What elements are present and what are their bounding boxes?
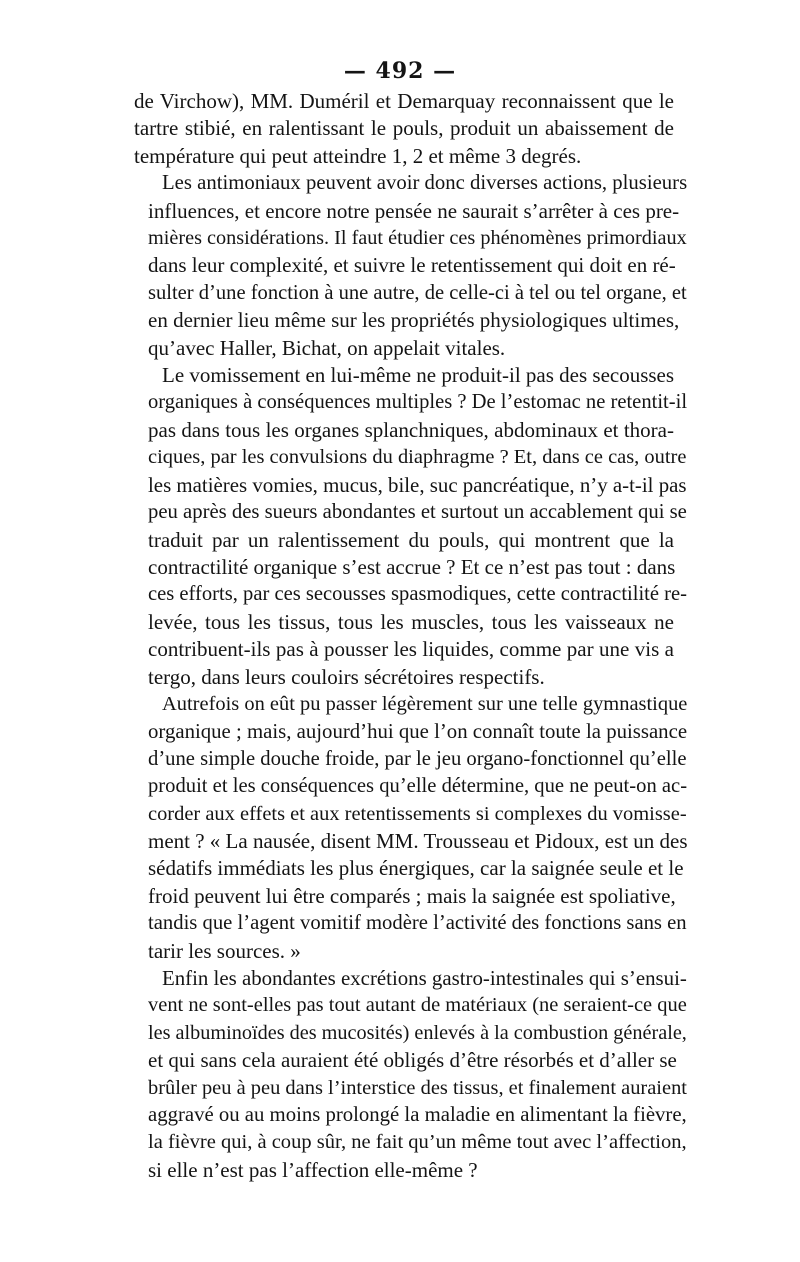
text-line: organique ; mais, aujourd’hui que l’on connaît toute la puissance	[148, 720, 688, 744]
paragraph	[134, 170, 688, 362]
text-line: pas dans tous les organes splanchniques, abdominaux et thora-	[148, 417, 674, 442]
paragraph	[134, 691, 688, 965]
page-number: — 492 —	[343, 58, 457, 84]
paragraph	[134, 965, 687, 1184]
text-line: Autrefois on eût pu passer légèrement sur une telle gymnastique	[162, 692, 688, 715]
text-line: tandis que l’agent vomitif modère l’activité des fonctions sans en	[148, 912, 687, 935]
text-line: sulter d’une fonction à une autre, de celle-ci à tel ou tel organe, et	[148, 281, 687, 304]
text-line: ciques, par les convulsions du diaphragme ? Et, dans ce cas, outre	[148, 446, 687, 469]
text-line: contribuent-ils pas à pousser les liquides, comme par une vis a	[148, 637, 674, 662]
text-line: produit et les conséquences qu’elle détermine, que ne peut-on ac-	[148, 775, 688, 798]
body-text	[134, 88, 688, 1184]
text-line: brûler peu à peu dans l’interstice des tissus, et finalement auraient	[148, 1076, 687, 1099]
text-line: sédatifs immédiats les plus énergiques, car la saignée seule et le	[148, 856, 684, 881]
text-line: tergo, dans leurs couloirs sécrétoires respectifs.	[148, 664, 545, 689]
text-line: traduit par un ralentissement du pouls, qui montrent que la	[148, 527, 674, 552]
text-line: température qui peut atteindre 1, 2 et même 3 degrés.	[134, 143, 582, 168]
paragraph	[134, 88, 674, 170]
text-line: dans leur complexité, et suivre le retentissement qui doit en ré-	[148, 253, 676, 278]
text-line: la fièvre qui, à coup sûr, ne fait qu’un même tout avec l’affection,	[148, 1131, 687, 1154]
text-line: organiques à conséquences multiples ? De l’estomac ne retentit-il	[148, 391, 688, 414]
text-line: ment ? « La nausée, disent MM. Trousseau et Pidoux, est un des	[148, 828, 688, 853]
text-line: vent ne sont-elles pas tout autant de matériaux (ne seraient-ce que	[148, 994, 687, 1017]
text-line: Le vomissement en lui-même ne produit-il pas des secousses	[162, 363, 675, 388]
text-line: Enfin les abondantes excrétions gastro-intestinales qui s’ensui-	[162, 966, 687, 990]
text-line: les albuminoïdes des mucosités) enlevés à la combustion générale,	[148, 1021, 687, 1044]
text-line: tartre stibié, en ralentissant le pouls, produit un abaissement de	[134, 116, 674, 141]
text-line: de Virchow), MM. Duméril et Demarquay reconnaissent que le	[134, 89, 674, 113]
text-line: Les antimoniaux peuvent avoir donc diverses actions, plusieurs	[162, 172, 688, 195]
text-line: les matières vomies, mucus, bile, suc pancréatique, n’y a-t-il pas	[148, 472, 687, 497]
text-line: et qui sans cela auraient été obligés d’être résorbés et d’aller se	[148, 1048, 677, 1073]
text-line: si elle n’est pas l’affection elle-même ?	[148, 1157, 478, 1182]
text-line: influences, et encore notre pensée ne saurait s’arrêter à ces pre-	[148, 198, 680, 223]
text-line: en dernier lieu même sur les propriétés physiologiques ultimes,	[148, 308, 680, 333]
text-line: qu’avec Haller, Bichat, on appelait vitales.	[148, 335, 506, 360]
text-line: contractilité organique s’est accrue ? Et ce n’est pas tout : dans	[148, 554, 676, 579]
text-line: corder aux effets et aux retentissements si complexes du vomisse-	[148, 802, 687, 825]
text-line: tarir les sources. »	[148, 938, 301, 963]
text-line: levée, tous les tissus, tous les muscles, tous les vaisseaux ne	[148, 609, 674, 634]
text-line: ces efforts, par ces secousses spasmodiques, cette contractilité re-	[148, 583, 688, 606]
text-line: froid peuvent lui être comparés ; mais la saignée est spoliative,	[148, 883, 676, 908]
text-line: aggravé ou au moins prolongé la maladie en alimentant la fièvre,	[148, 1104, 687, 1127]
text-line: d’une simple douche froide, par le jeu organo-fonctionnel qu’elle	[148, 747, 687, 770]
text-line: mières considérations. Il faut étudier ces phénomènes primordiaux	[148, 227, 687, 250]
text-line: peu après des sueurs abondantes et surtout un accablement qui se	[148, 501, 687, 524]
paragraph	[134, 362, 688, 691]
